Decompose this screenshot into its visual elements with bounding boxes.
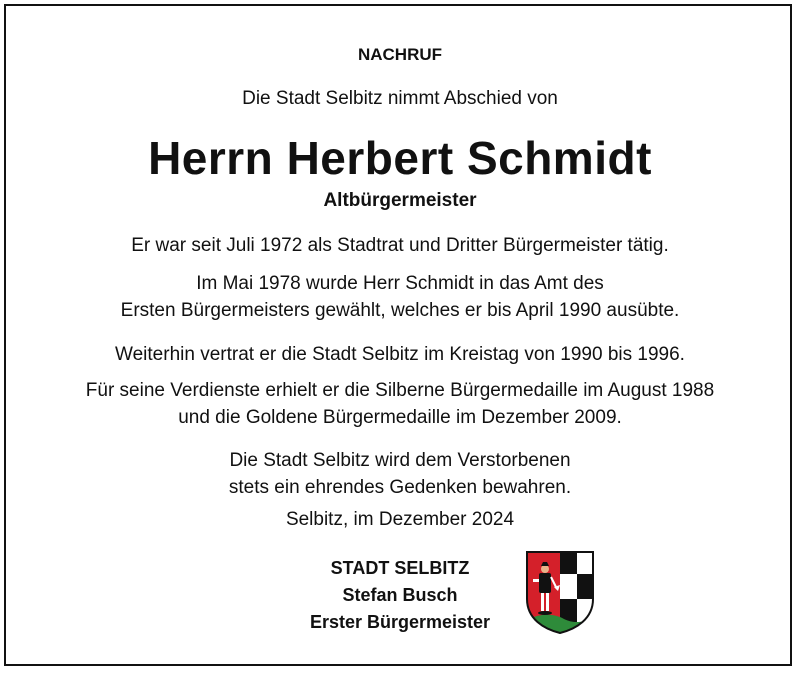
paragraph-5 — [0, 447, 800, 501]
deceased-title: Altbürgermeister — [323, 190, 477, 211]
paragraph-2 — [0, 270, 800, 324]
deceased-name: Herrn Herbert Schmidt — [148, 132, 652, 184]
paragraph-line: Weiterhin vertrat er die Stadt Selbitz im Kreistag von 1990 bis 1996. — [115, 344, 685, 365]
paragraph-1 — [0, 232, 800, 259]
signature-role: Erster Bürgermeister — [309, 612, 491, 632]
notice-heading: NACHRUF — [357, 45, 443, 64]
paragraph-line: und die Goldene Bürgermedaille im Dezember 2009. — [178, 407, 622, 428]
place-date: Selbitz, im Dezember 2024 — [285, 509, 515, 530]
paragraph-line: Im Mai 1978 wurde Herr Schmidt in das Amt des — [196, 273, 604, 294]
paragraph-line: Für seine Verdienste erhielt er die Silberne Bürgermedaille im August 1988 — [85, 380, 715, 401]
paragraph-line: stets ein ehrendes Gedenken bewahren. — [228, 477, 572, 498]
paragraph-3 — [0, 341, 800, 368]
signature-org: STADT SELBITZ — [330, 558, 470, 578]
paragraph-line: Ersten Bürgermeisters gewählt, welches er bis April 1990 ausübte. — [120, 300, 680, 321]
paragraph-4 — [0, 377, 800, 431]
selbitz-coat-of-arms-icon — [524, 549, 596, 635]
paragraph-line: Er war seit Juli 1972 als Stadtrat und Dritter Bürgermeister tätig. — [131, 235, 669, 256]
signature-person: Stefan Busch — [342, 585, 458, 605]
signature-block — [260, 555, 540, 636]
notice-intro: Die Stadt Selbitz nimmt Abschied von — [242, 88, 558, 109]
paragraph-line: Die Stadt Selbitz wird dem Verstorbenen — [229, 450, 571, 471]
